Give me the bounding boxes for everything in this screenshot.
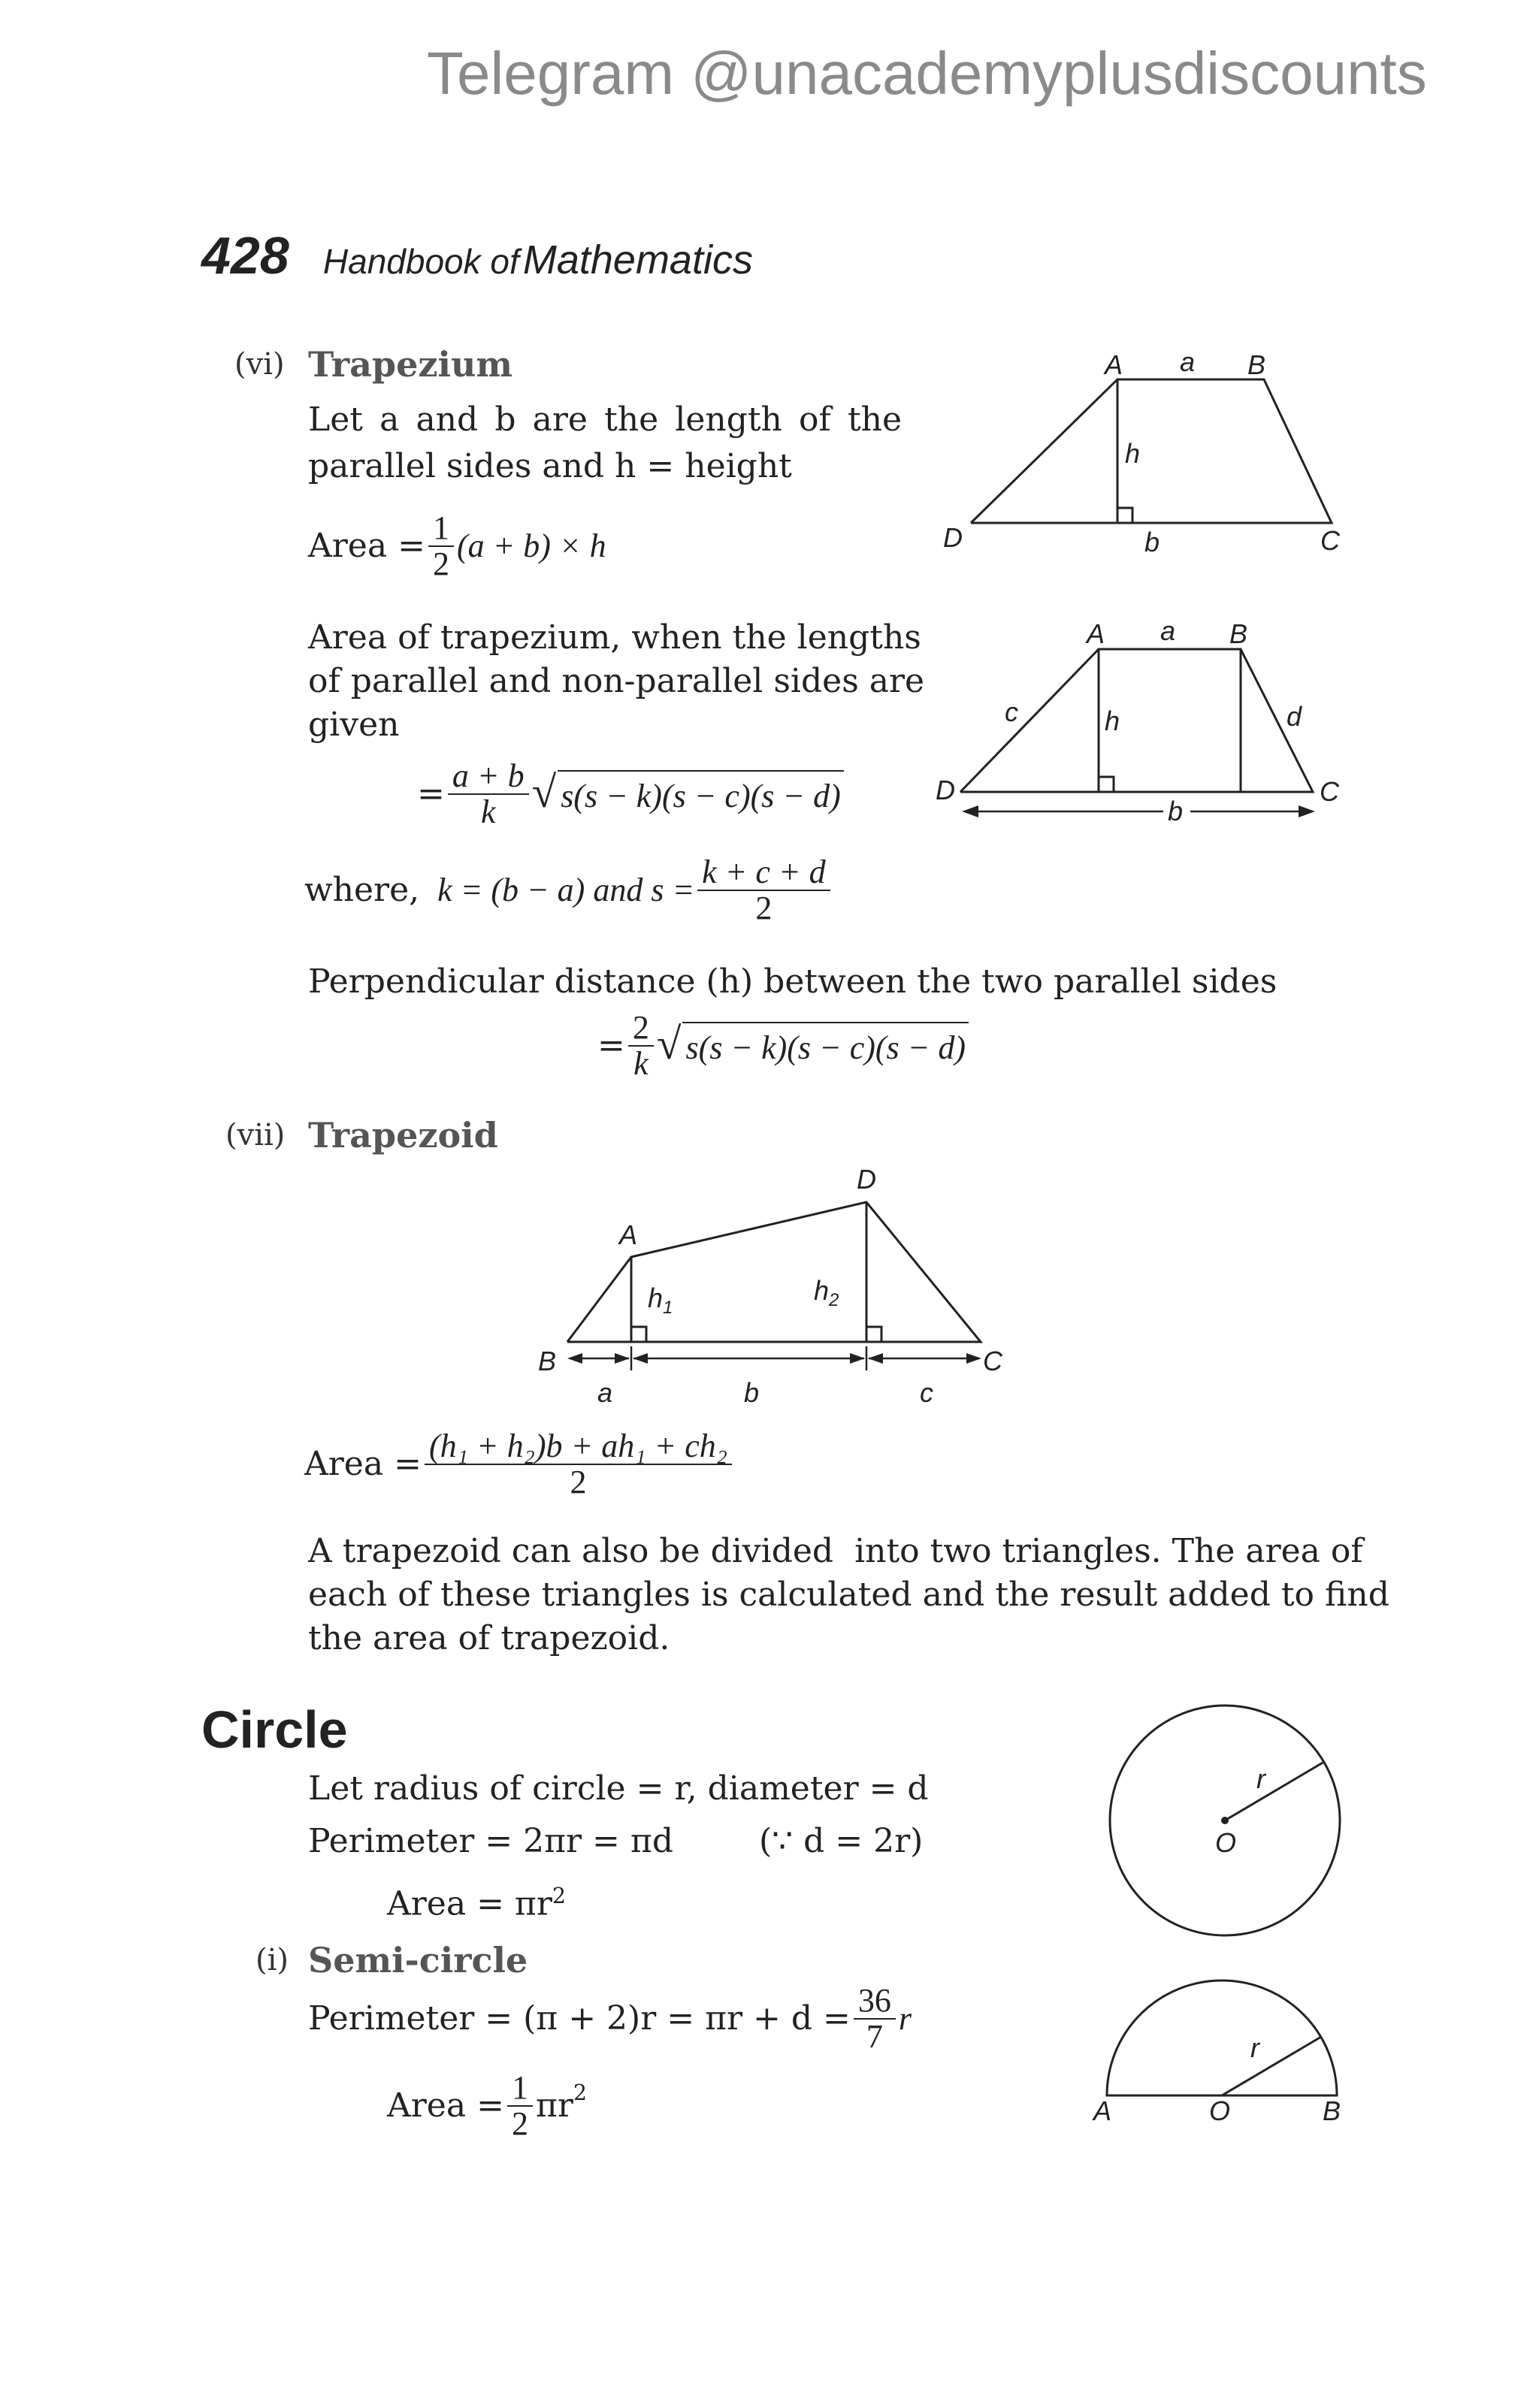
semicircle-perimeter-rhs: r xyxy=(898,2000,912,2038)
trapezium-sides-line1: Area of trapezium, when the lengths xyxy=(308,618,921,657)
where-label: where, xyxy=(304,871,420,910)
vertex-label-A: A xyxy=(619,1219,638,1250)
vertex-label-D: D xyxy=(943,522,963,553)
radicand: s(s − k)(s − c)(s − d) xyxy=(682,1022,969,1070)
point-label-O: O xyxy=(1209,2095,1231,2126)
trapezoid-para-line2: each of these triangles is calculated and the result added to find xyxy=(308,1576,1389,1614)
height-label-h: h xyxy=(1125,438,1141,469)
trapezium-title: Trapezium xyxy=(308,344,513,385)
fraction-denominator: 2 xyxy=(432,545,449,583)
fraction-numerator: 1 xyxy=(428,511,454,547)
vertex-label-B: B xyxy=(538,1346,557,1376)
fraction-denominator: k xyxy=(633,1045,649,1083)
trapezium-intro-line1: Let a and b are the length of the xyxy=(308,400,902,439)
fraction-denominator: 2 xyxy=(755,890,773,927)
circle-heading: Circle xyxy=(201,1700,348,1759)
radius-label-r: r xyxy=(1256,1763,1265,1794)
fraction-denominator: 7 xyxy=(866,2018,883,2056)
circle-area-text: Area = πr xyxy=(387,1884,552,1923)
trapezoid-para-line3: the area of trapezoid. xyxy=(308,1619,670,1657)
equals-sign: = xyxy=(417,775,445,814)
height-label-h: h xyxy=(1105,705,1120,736)
side-label-a: a xyxy=(1160,615,1176,646)
trapezium-number: (vi) xyxy=(234,347,285,382)
side-label-a: a xyxy=(1180,346,1196,377)
radical-sign: √ xyxy=(531,767,557,817)
semicircle-area-rhs: πr xyxy=(535,2086,573,2126)
segment-label-b: b xyxy=(744,1377,760,1408)
semicircle-outline xyxy=(1107,1980,1337,2095)
point-label-B: B xyxy=(1323,2095,1341,2126)
fraction-numerator: (h₁ + h₂)b + ah₁ + ch₂ xyxy=(425,1429,732,1465)
watermark: Telegram @unacademyplusdiscounts xyxy=(427,40,1427,107)
side-label-d: d xyxy=(1287,701,1302,732)
side-label-b: b xyxy=(1168,796,1184,826)
circle-area-exponent: 2 xyxy=(552,1883,567,1908)
trapezium-area-rhs: (a + b) × h xyxy=(456,527,606,565)
fraction-denominator: 2 xyxy=(511,2105,528,2143)
trapezium-area-lhs: Area = xyxy=(308,527,425,566)
side-label-c: c xyxy=(1005,696,1018,727)
radius-label-r: r xyxy=(1250,2032,1259,2063)
circle-perimeter: Perimeter = 2πr = πd xyxy=(308,1822,673,1860)
vertex-label-C: C xyxy=(1320,776,1339,807)
fraction-numerator: 1 xyxy=(507,2071,533,2107)
fraction-denominator: 2 xyxy=(570,1464,587,1501)
h2-base: h xyxy=(814,1275,830,1306)
semicircle-area-exponent: 2 xyxy=(573,2080,588,2105)
semicircle-perimeter-lhs: Perimeter = (π + 2)r = πr + d = xyxy=(308,1999,851,2038)
radical-sign: √ xyxy=(656,1019,682,1069)
book-title-prefix: Handbook of xyxy=(322,242,519,281)
segment-label-a: a xyxy=(597,1377,613,1408)
vertex-label-A: A xyxy=(1105,349,1123,380)
fraction-denominator: k xyxy=(480,793,496,831)
trapezium-intro-line2: parallel sides and h = height xyxy=(308,447,792,485)
fraction-numerator: 2 xyxy=(628,1011,654,1047)
page-number: 428 xyxy=(201,226,289,285)
vertex-label-C: C xyxy=(1320,525,1340,556)
vertex-label-C: C xyxy=(983,1346,1002,1376)
where-k-definition: k = (b − a) and s = xyxy=(437,872,695,909)
fraction-numerator: k + c + d xyxy=(697,855,830,891)
h1-subscript: 1 xyxy=(663,1298,673,1318)
book-title-main: Mathematics xyxy=(522,237,753,282)
point-label-A: A xyxy=(1093,2095,1112,2126)
trapezoid-title: Trapezoid xyxy=(308,1115,498,1156)
trapezoid-para-line1: A trapezoid can also be divided into two triangles. The area of xyxy=(308,1532,1363,1570)
circle-because: (∵ d = 2r) xyxy=(759,1822,924,1860)
semicircle-title: Semi-circle xyxy=(308,1940,528,1980)
vertex-label-D: D xyxy=(936,775,955,805)
vertex-label-B: B xyxy=(1229,618,1248,649)
h1-base: h xyxy=(648,1283,664,1313)
center-label-O: O xyxy=(1215,1827,1237,1858)
equals-sign: = xyxy=(597,1026,625,1065)
segment-label-c: c xyxy=(920,1377,933,1408)
semicircle-number: (i) xyxy=(255,1943,289,1977)
trapezoid-number: (vii) xyxy=(225,1118,286,1153)
h2-subscript: 2 xyxy=(829,1290,839,1310)
trapezium-sides-line3: given xyxy=(308,705,400,744)
side-label-b: b xyxy=(1144,527,1160,557)
radicand: s(s − k)(s − c)(s − d) xyxy=(558,770,844,818)
vertex-label-B: B xyxy=(1247,349,1266,380)
radius-line xyxy=(1222,2037,1321,2095)
semicircle-area-lhs: Area = xyxy=(387,2086,504,2126)
fraction-numerator: 36 xyxy=(854,1984,896,2020)
fraction-numerator: a + b xyxy=(448,759,529,795)
trapezoid-area-lhs: Area = xyxy=(304,1445,422,1484)
vertex-label-A: A xyxy=(1087,618,1105,649)
trapezium-sides-line2: of parallel and non-parallel sides are xyxy=(308,662,925,700)
circle-line1: Let radius of circle = r, diameter = d xyxy=(308,1769,929,1808)
trapezium-perpendicular-text: Perpendicular distance (h) between the two parallel sides xyxy=(308,962,1277,1001)
vertex-label-D: D xyxy=(857,1164,876,1195)
